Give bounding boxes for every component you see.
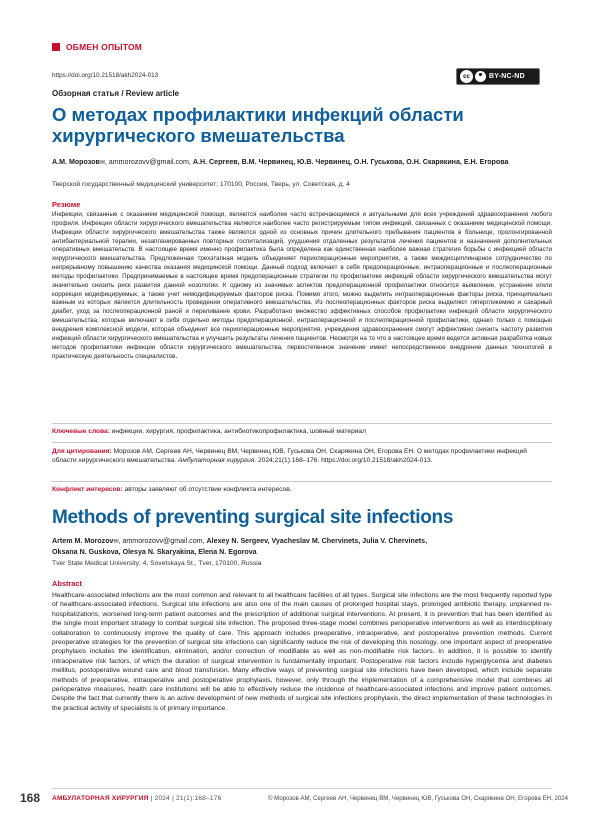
ru-affiliation: Тверской государственный медицинский университет; 170100, Россия, Тверь, ул. Советская, д. 4 xyxy=(52,181,350,188)
cite-text: Морозов АМ, Сергеев АН, Червинец ВМ, Червинец ЮВ, Гуськова ОН, Скарякина ОН, Егорова ЕН. О методах профилактики инфекций области хирургического вмешательства. xyxy=(52,448,527,465)
journal-name: АМБУЛАТОРНАЯ ХИРУРГИЯ xyxy=(52,795,149,802)
citation xyxy=(52,447,552,465)
ru-abstract: Инфекции, связанные с оказанием медицинской помощи, являются наиболее часто встречающимися и актуальными для всех учреждений здравоохранения любого профиля. Инфекции области хирургического вмешательства являются наиболее часто регистрируемым типом инфекций, связанных с оказанием медицинской помощи. Инфекции области хирургического вмешательства также являются одной из основных причин длительного пребывания пациентов в больнице, пролонгированной антибактериальной терапии, незапланированных повторных госпитализаций, ухудшения отдаленных результатов лечения пациентов и назначения дополнительных оперативных вмешательств. В настоящее время именно профилактика была определена как единственная наиболее важная стратегия борьбы с инфекцией области хирургического вмешательства. Предложенная трехэтапная модель объединяет периоперационные мероприятия, а также междисциплинарное сотрудничество по непрерывному повышению качества оказания медицинской помощи. Данный подход включает в себя предоперационные, интраоперационные и послеоперационные методы профилактики. Предпринимаемые в настоящее время предоперационные стратегии по профилактике инфекций области хирургического вмешательства могут значительно снизить риск развития данной нозологии. К одному из значимых аспектов предоперационной профилактики относится выявление, устранение и/или коррекция модифицируемых, а также учет немодифицируемых факторов риска. Помимо этого, можно выделить интраоперационные факторы риска, принципиально важным из которых является длительность проведения оперативного вмешательства. Из послеоперационных факторов риска выделяют гипергликемию и сахарный диабет, уход за послеоперационной раной и переливание крови. Разработано множество эффективных способов профилактики инфекций области хирургического вмешательства, которые включают в себя отдельно методы предоперационной, интраоперационной и послеоперационной профилактики, однако только с помощью внедрения комплексной модели, которая объединит все периоперационные мероприятия, учреждения здравоохранения смогут эффективно снизить частоту развития инфекций области хирургического вмешательства и улучшить результаты лечения пациентов. Несмотря на то что в настоящее время ведется активная разработка новых методов профилактики инфекции области хирургического вмешательства, первостепенное значение имеет непосредственное внедрение данных технологий в практическую деятельность специалистов. xyxy=(52,211,552,360)
cite-tail: 2024;21(1):168–176. https://doi.org/10.21518/akh2024-013. xyxy=(256,457,433,465)
footer-divider xyxy=(52,788,552,789)
en-affiliation: Tver State Medical University; 4, Sovetskaya St., Tver, 170100, Russia xyxy=(52,560,262,567)
section-header xyxy=(52,42,142,52)
cite-journal: Амбулаторная хирургия. xyxy=(178,457,257,465)
en-abstract: Healthcare-associated infections are the most common and relevant to all healthcare facilities of all types. Surgical site infections are the most frequently reported type of healthcare-associated infections. Surgical site infections are also one of the main causes of prolonged hospital stays, prolonged antibiotic therapy, unplanned re-hospitalizations, worsened long-term patient outcomes and the prescription of additional surgical interventions. At present, it is prevention that has been identified as the single most important strategy to combat surgical site infection. The proposed three-stage model combines perioperative interventions as well as interdisciplinary collaboration to continuously improve the quality of care. This approach includes preoperative, intraoperative, and postoperative prevention methods. Current preoperative strategies for the prevention of surgical site infections can significantly reduce the risk of developing this nosology. one important aspect of preoperative prophylaxis includes the identification, elimination, and/or correction of modifiable as well as non-modifiable risk factors. In addition, it is possible to identify intraoperative risk factors, of which the duration of surgical intervention is fundamentally important. Postoperative risk factors include hyperglycemia and diabetes mellitus, postoperative wound care and blood transfusion. Many effective ways of preventing surgical site infections have been developed, which include separate methods of preoperative, intraoperative and postoperative prophylaxis, however, only through the implementation of a comprehensive model that combines all perioperative measures, health care institutions will be able to effectively reduce the incidence of healthcare-associated infections and improve patient outcomes. Despite the fact that currently there is an active development of new methods of surgical site infections prophylaxis, the direct implementation of these technologies in the practical activity of specialists is of primary importance. xyxy=(52,592,552,712)
conflict-text: авторы заявляют об отсутствии конфликта интересов. xyxy=(122,486,292,493)
conflict-of-interest xyxy=(52,486,552,493)
license-text: BY-NC-ND xyxy=(489,73,525,80)
license-badge[interactable] xyxy=(456,68,540,85)
footer-copyright: © Морозов АМ, Сергеев АН, Червинец ВМ, Червинец ЮВ, Гуськова ОН, Скарякина ОН, Егорова ЕН, 2024 xyxy=(268,795,569,802)
divider xyxy=(52,423,552,424)
en-title: Methods of preventing surgical site infections xyxy=(52,507,454,528)
keywords-label: Ключевые слова: xyxy=(52,428,110,435)
ru-authors xyxy=(52,157,552,168)
en-author-corresponding: Artem M. Morozov xyxy=(52,537,114,545)
footer-journal xyxy=(52,795,222,802)
attribution-icon xyxy=(475,71,486,82)
en-abstract-heading: Abstract xyxy=(52,579,82,588)
article-type: Обзорная статья / Review article xyxy=(52,89,180,98)
page-number: 168 xyxy=(20,791,41,805)
section-label: ОБМЕН ОПЫТОМ xyxy=(66,42,143,52)
envelope-icon: ✉ xyxy=(113,539,119,545)
ru-title: О методах профилактики инфекций области хирургического вмешательства xyxy=(52,104,464,146)
journal-meta: | 2024 | 21(1):168–176 xyxy=(148,795,222,802)
conflict-label: Конфликт интересов: xyxy=(52,486,123,493)
cite-label: Для цитирования: xyxy=(52,448,112,455)
envelope-icon: ✉ xyxy=(99,160,105,166)
ru-authors-rest: А.Н. Сергеев, В.М. Червинец, Ю.В. Червинец, О.Н. Гуськова, О.Н. Скарякина, Е.Н. Егорова xyxy=(192,158,509,166)
ru-abstract-heading: Резюме xyxy=(52,200,81,209)
divider xyxy=(52,481,552,482)
section-marker-icon xyxy=(52,43,60,51)
divider xyxy=(52,442,552,443)
cc-icon: cc xyxy=(460,70,473,83)
keywords-text: инфекции, хирургия, профилактика, антибиотикопрофилактика, шовный материал xyxy=(109,428,366,435)
ru-email[interactable]: , ammorozovv@gmail.com, xyxy=(104,158,193,166)
ru-author-corresponding: А.М. Морозов xyxy=(52,158,100,166)
en-authors-rest-a: Alexey N. Sergeev, Vyacheslav M. Chervinets, Julia V. Chervinets, xyxy=(206,537,428,545)
en-authors xyxy=(52,536,552,557)
en-authors-rest-b: Oksana N. Guskova, Olesya N. Skaryakina, Elena N. Egorova xyxy=(52,548,257,556)
en-email[interactable]: , ammorozovv@gmail.com, xyxy=(118,537,207,545)
ru-keywords xyxy=(52,428,552,435)
doi-link[interactable]: https://doi.org/10.21518/akh2024-013 xyxy=(52,72,159,79)
